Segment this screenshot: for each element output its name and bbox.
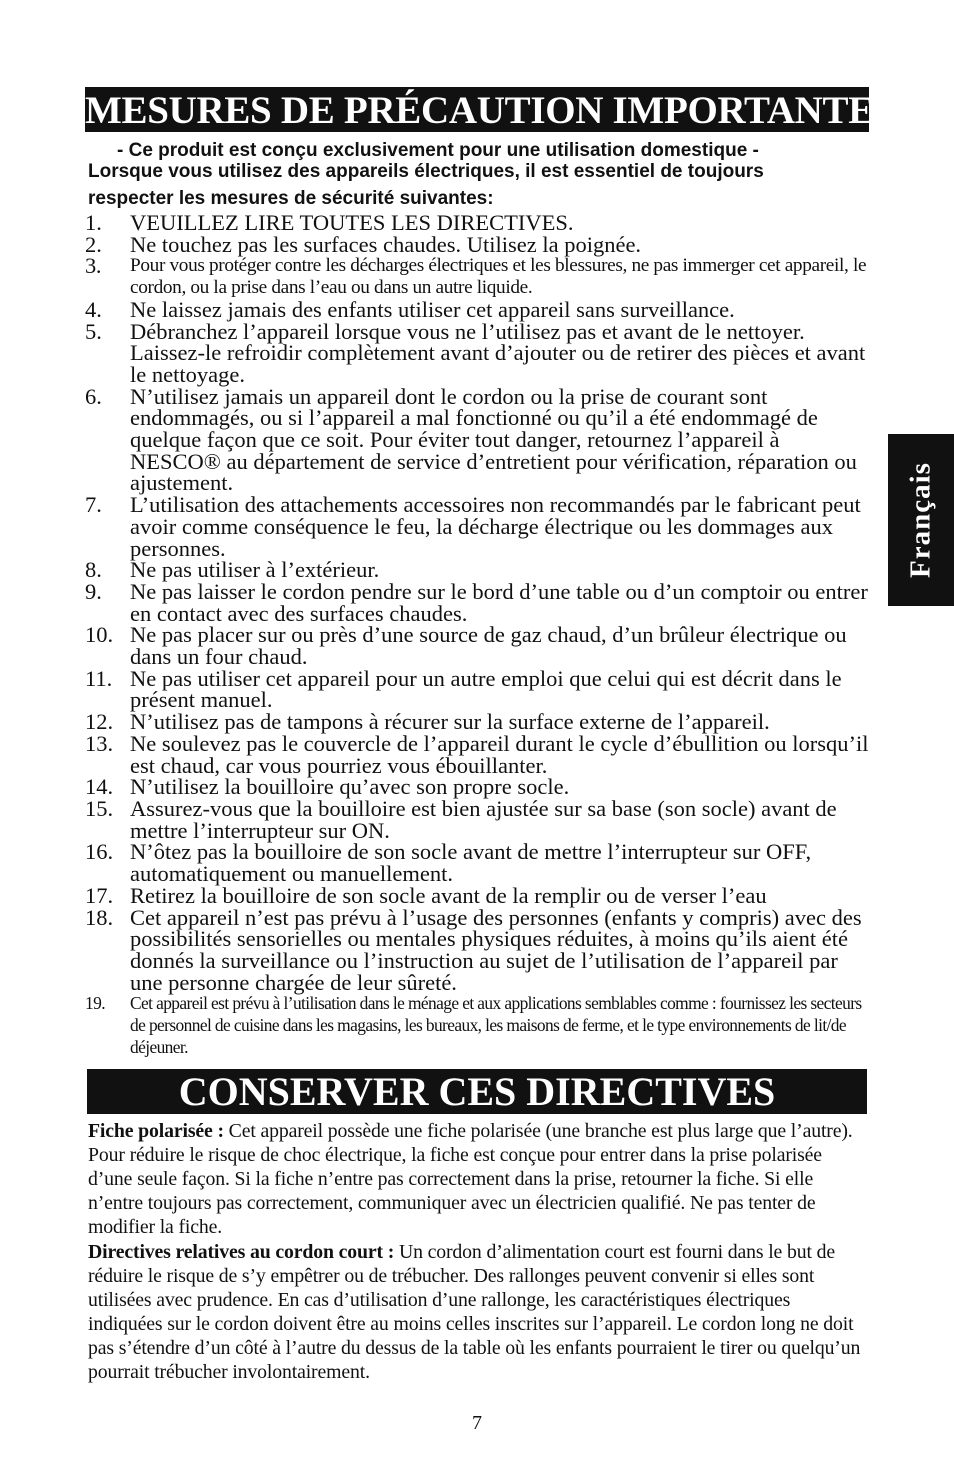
rule-text: L’utilisation des attachements accessoires non recommandés par le fabricant peut avoir comme conséquence le feu, la décharge électrique ou les dommages aux personnes. <box>130 492 861 561</box>
rule-item <box>85 839 875 887</box>
rule-item <box>85 904 875 995</box>
rule-item <box>85 559 875 581</box>
rule-number: 9. <box>85 578 102 604</box>
short-cord-text: Un cordon d’alimentation court est fourni dans le but de réduire le risque de s’y empêtrer ou de trébucher. Des rallonges peuvent convenir si elles sont utilisées avec prudence. En cas d’utilisation d’une rallonge, les caractéristiques électriques indiquées sur le cordon doivent être au moins celles inscrites sur l’appareil. Le cordon long ne doit pas s’étendre d’un côté à l’autre du dessus de la table où les enfants pourraient le tirer ou quelqu’un pourrait trébucher involontairement. <box>88 1241 861 1383</box>
rule-number: 2. <box>85 231 102 257</box>
rule-number: 4. <box>85 296 102 322</box>
rule-text: Retirez la bouilloire de son socle avant de la remplir ou de verser l’eau <box>130 882 767 908</box>
rule-text: N’utilisez jamais un appareil dont le cordon ou la prise de courant sont endommagés, ou si l’appareil a mal fonctionné ou qu’il a été endommagé de quelque façon que ce soit. Pour éviter tout danger, retournez l’appareil à NESCO® au département de service d’entretient pour vérification, réparation ou ajustement. <box>130 383 857 496</box>
rule-text: Débranchez l’appareil lorsque vous ne l’utilisez pas et avant de le nettoyer. Laissez-le refroidir complètement avant d’ajouter ou de retirer des pièces et avant le nettoyage. <box>130 318 866 387</box>
intro-line-electrical: Lorsque vous utilisez des appareils électriques, il est essentiel de toujours <box>88 161 764 182</box>
language-tab-label: Français <box>904 462 937 578</box>
rule-number: 10. <box>85 622 114 648</box>
rule-item <box>85 993 875 1058</box>
rule-text: Ne pas utiliser à l’extérieur. <box>130 557 380 583</box>
rule-item <box>85 578 875 626</box>
rule-text: Ne touchez pas les surfaces chaudes. Utilisez la poignée. <box>130 231 642 257</box>
rule-item <box>85 318 875 387</box>
rule-text: N’ôtez pas la bouilloire de son socle avant de mettre l’interrupteur sur OFF, automatiquement ou manuellement. <box>130 839 812 887</box>
rule-number: 3. <box>85 253 102 279</box>
rule-item <box>85 383 875 496</box>
rule-number: 7. <box>85 492 102 518</box>
rule-item <box>85 231 875 257</box>
rule-item <box>85 494 875 559</box>
safety-rules-list <box>85 212 875 1058</box>
rule-item <box>85 730 875 778</box>
polarized-plug-label: Fiche polarisée : <box>88 1120 224 1142</box>
rule-item <box>85 212 875 234</box>
rule-number: 12. <box>85 709 114 735</box>
rule-number: 16. <box>85 839 114 865</box>
rule-text: Ne pas laisser le cordon pendre sur le bord d’une table ou d’un comptoir ou entrer en contact avec des surfaces chaudes. <box>130 578 868 626</box>
save-instructions-banner: CONSERVER CES DIRECTIVES <box>87 1069 867 1114</box>
rule-text: Assurez-vous que la bouilloire est bien ajustée sur sa base (son socle) avant de mettre l’interrupteur sur ON. <box>130 795 837 843</box>
rule-item <box>85 776 875 798</box>
rule-number: 13. <box>85 730 114 756</box>
rule-text: Cet appareil n’est pas prévu à l’usage des personnes (enfants y compris) avec des possibilités sensorielles ou mentales physiques réduites, à moins qu’ils aient été donnés la surveillance ou l’instruction au sujet de l’utilisation de l’appareil par une personne chargée de leur sûreté. <box>130 904 862 995</box>
rule-item <box>85 795 875 843</box>
rule-number: 11. <box>85 665 113 691</box>
rule-text: Ne soulevez pas le couvercle de l’appareil durant le cycle d’ébullition ou lorsqu’il est chaud, car vous pourriez vous ébouillanter. <box>130 730 869 778</box>
rule-item <box>85 882 875 908</box>
short-cord-paragraph <box>88 1240 863 1384</box>
rule-text: N’utilisez la bouilloire qu’avec son propre socle. <box>130 774 570 800</box>
rule-number: 19. <box>85 993 105 1014</box>
intro-line-safety: respecter les mesures de sécurité suivantes: <box>88 188 494 209</box>
rule-number: 15. <box>85 795 114 821</box>
rule-number: 17. <box>85 882 114 908</box>
short-cord-label: Directives relatives au cordon court : <box>88 1241 395 1263</box>
polarized-plug-paragraph <box>88 1119 863 1239</box>
rule-number: 18. <box>85 904 114 930</box>
rule-item <box>85 622 875 670</box>
rule-number: 1. <box>85 210 102 235</box>
rule-text: VEUILLEZ LIRE TOUTES LES DIRECTIVES. <box>130 210 574 235</box>
page-number: 7 <box>472 1412 482 1434</box>
rule-item <box>85 296 875 322</box>
language-tab <box>888 434 954 606</box>
rule-text: Pour vous protéger contre les décharges électriques et les blessures, ne pas immerger cet appareil, le cordon, ou la prise dans l’eau ou dans un autre liquide. <box>130 255 867 299</box>
rule-number: 14. <box>85 774 114 800</box>
rule-item <box>85 711 875 733</box>
rule-text: Ne laissez jamais des enfants utiliser cet appareil sans surveillance. <box>130 296 735 322</box>
rule-number: 8. <box>85 557 102 583</box>
rule-text: Ne pas utiliser cet appareil pour un autre emploi que celui qui est décrit dans le présent manuel. <box>130 665 842 713</box>
rule-text: N’utilisez pas de tampons à récurer sur la surface externe de l’appareil. <box>130 709 770 735</box>
page-title: MESURES DE PRÉCAUTION IMPORTANTES <box>85 89 896 132</box>
rule-text: Cet appareil est prévu à l’utilisation dans le ménage et aux applications semblables comme : fournissez les secteurs de personnel de cuisine dans les magasins, les bureaux, les maisons de ferme, et le type environnements de lit/de déjeuner. <box>130 993 862 1057</box>
rule-text: Ne pas placer sur ou près d’une source de gaz chaud, d’un brûleur électrique ou dans un four chaud. <box>130 622 847 670</box>
rule-item <box>85 665 875 713</box>
intro-line-domestic-use: - Ce produit est conçu exclusivement pour une utilisation domestique - <box>117 140 759 161</box>
polarized-plug-text: Cet appareil possède une fiche polarisée (une branche est plus large que l’autre). Pour réduire le risque de choc électrique, la fiche est conçue pour entrer dans la prise polarisée d’une seule façon. Si la fiche n’entre pas correctement dans la prise, retourner la fiche. Si elle n’entre toujours pas correctement, communiquer avec un électricien qualifié. Ne pas tenter de modifier la fiche. <box>88 1120 853 1238</box>
rule-number: 5. <box>85 318 102 344</box>
rule-number: 6. <box>85 383 102 409</box>
rule-item <box>85 255 875 298</box>
